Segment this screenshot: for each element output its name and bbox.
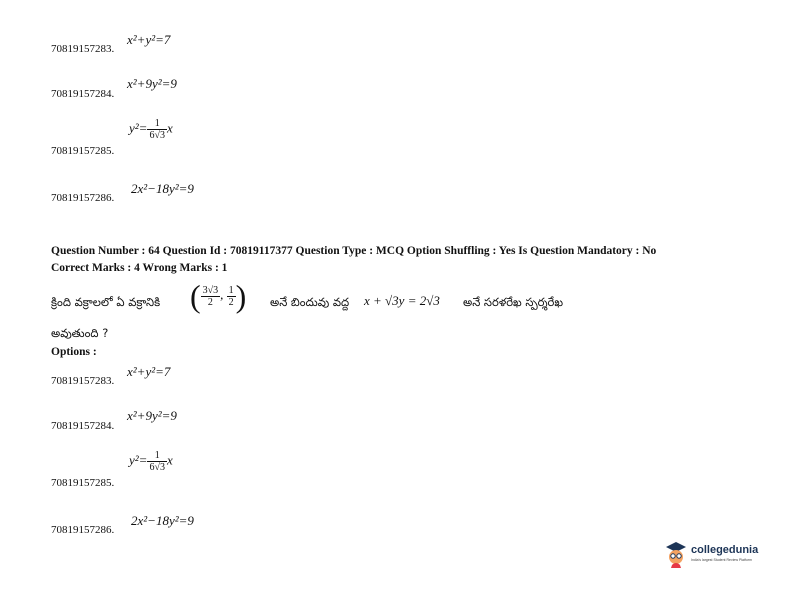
- logo-tagline: India's largest Student Review Platform: [691, 558, 752, 562]
- fraction-denominator: 2: [228, 296, 234, 308]
- question-header: [51, 243, 656, 277]
- option-equation: x²+9y²=9: [127, 408, 177, 423]
- option-equation: x²+y²=7: [127, 364, 171, 379]
- question-text-part-b: అనే బిందువు వద్ద: [270, 295, 350, 309]
- equation-lhs: y²=: [129, 452, 148, 468]
- fraction: [147, 118, 167, 141]
- fraction-denominator: 6√3: [149, 130, 165, 141]
- fraction-numerator: 3√3: [202, 284, 219, 296]
- fraction: [201, 285, 221, 308]
- option-id: 70819157284.: [51, 420, 115, 432]
- option-id: 70819157286.: [51, 192, 115, 204]
- option-id: 70819157283.: [51, 375, 115, 387]
- option-equation: [129, 450, 173, 473]
- close-paren: ): [235, 278, 247, 314]
- fraction-denominator: 2: [207, 296, 213, 308]
- graduate-mascot-icon: [664, 540, 688, 568]
- point-coordinates: ( $\frac{3√3}{2}$ , $\frac{1}{2}$ ): [190, 278, 247, 314]
- fraction-numerator: 1: [147, 450, 167, 462]
- option-id: 70819157285.: [51, 477, 115, 489]
- question-marks-line: Correct Marks : 4 Wrong Marks : 1: [51, 262, 228, 274]
- fraction-numerator: 1: [228, 284, 234, 296]
- option-equation: 2x²−18y²=9: [131, 513, 194, 528]
- question-text-part-c: అనే సరళరేఖ స్పర్శరేఖ: [463, 295, 564, 309]
- option-equation: [129, 118, 173, 141]
- question-text-part-d: అవుతుంది ?: [51, 326, 109, 340]
- equation-variable: x: [166, 120, 173, 136]
- fraction: [147, 450, 167, 473]
- option-id: 70819157285.: [51, 145, 115, 157]
- fraction-numerator: 1: [147, 118, 167, 130]
- fraction-denominator: 6√3: [149, 462, 165, 473]
- equation-lhs: y²=: [129, 120, 148, 136]
- options-label: Options :: [51, 346, 97, 358]
- option-equation: 2x²−18y²=9: [131, 181, 194, 196]
- option-equation: x²+9y²=9: [127, 76, 177, 91]
- option-id: 70819157283.: [51, 43, 115, 55]
- line-equation: x + √3y = 2√3: [364, 293, 440, 308]
- logo-brand-text: collegedunia: [691, 544, 759, 556]
- question-meta-line: Question Number : 64 Question Id : 70819117377 Question Type : MCQ Option Shuffling : Yes Is Question Mandatory : No: [51, 245, 657, 257]
- option-id: 70819157286.: [51, 524, 115, 536]
- question-text-part-a: క్రింది వక్రాలలో ఏ వక్రానికి: [51, 295, 161, 309]
- collegedunia-logo: [664, 540, 774, 570]
- open-paren: (: [190, 278, 201, 314]
- fraction: [227, 285, 236, 308]
- option-id: 70819157284.: [51, 88, 115, 100]
- equation-variable: x: [166, 452, 173, 468]
- option-equation: x²+y²=7: [127, 32, 171, 47]
